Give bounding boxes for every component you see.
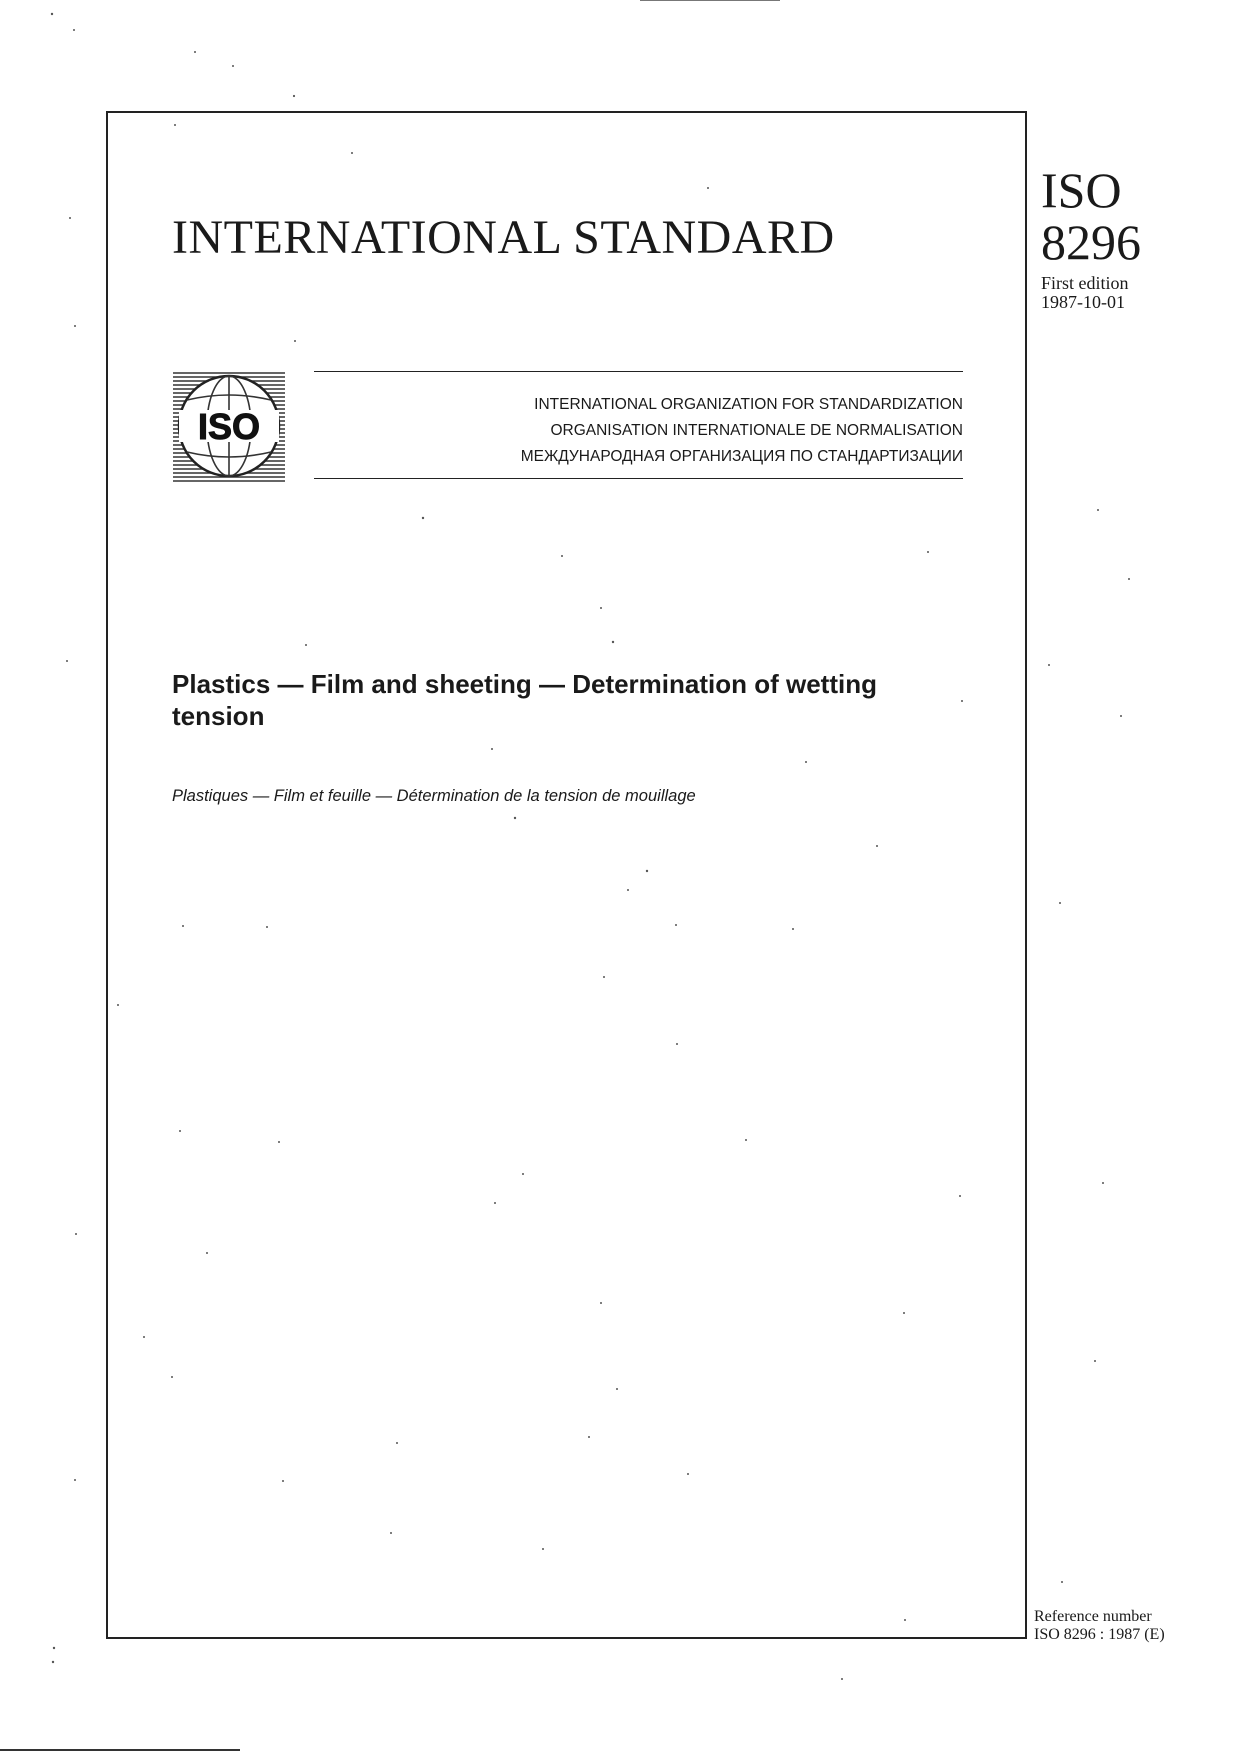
- org-rule-top: [314, 371, 963, 372]
- org-rule-bottom: [314, 478, 963, 479]
- reference-number: ISO 8296 : 1987 (E): [1034, 1626, 1165, 1643]
- page-heading: INTERNATIONAL STANDARD: [172, 211, 835, 264]
- organization-names: [450, 392, 963, 470]
- standard-prefix: ISO: [1041, 162, 1122, 218]
- iso-logo: [173, 370, 285, 482]
- standard-id-block: [1041, 164, 1141, 312]
- page-frame: [106, 111, 1027, 1639]
- document-title: Plastics — Film and sheeting — Determination of wetting tension: [172, 669, 877, 731]
- scan-edge-line-top: [640, 0, 780, 1]
- edition-date: 1987-10-01: [1041, 292, 1125, 312]
- org-name-french: ORGANISATION INTERNATIONALE DE NORMALISATION: [550, 422, 963, 439]
- reference-label: Reference number: [1034, 1608, 1152, 1625]
- edition-label: First edition: [1041, 273, 1129, 293]
- org-name-russian: МЕЖДУНАРОДНАЯ ОРГАНИЗАЦИЯ ПО СТАНДАРТИЗАЦИИ: [520, 448, 963, 465]
- org-name-english: INTERNATIONAL ORGANIZATION FOR STANDARDIZATION: [534, 396, 963, 413]
- logo-text: ISO: [197, 406, 261, 447]
- scan-edge-line-bottom: [0, 1749, 240, 1751]
- standard-number: 8296: [1041, 214, 1141, 270]
- reference-block: [1034, 1608, 1165, 1644]
- document-title-french: Plastiques — Film et feuille — Détermination de la tension de mouillage: [172, 787, 696, 805]
